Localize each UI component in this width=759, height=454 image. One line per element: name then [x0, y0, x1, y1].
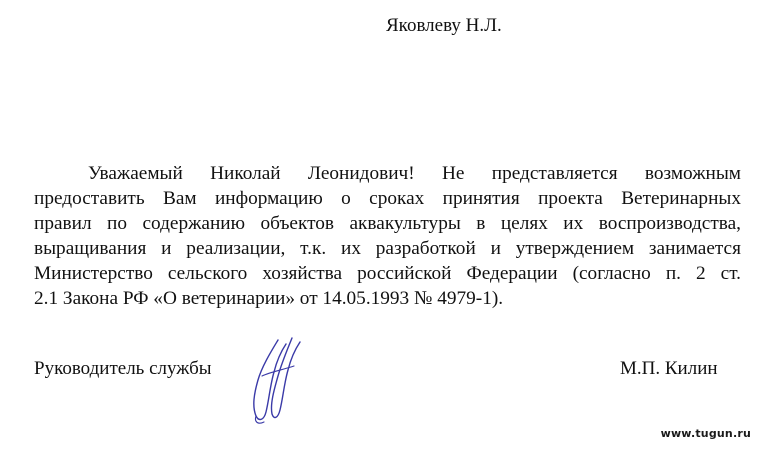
letter-body [34, 161, 741, 311]
watermark: www.tugun.ru [660, 427, 751, 440]
body-line: Уважаемый Николай Леонидович! Не представляется возможным [88, 163, 741, 184]
body-line: Министерство сельского хозяйства российской Федерации (согласно п. 2 ст. [34, 263, 741, 284]
signoff-role: Руководитель службы [34, 358, 212, 379]
body-line: предоставить Вам информацию о сроках принятия проекта Ветеринарных [34, 188, 741, 209]
body-line: 2.1 Закона РФ «О ветеринарии» от 14.05.1993 № 4979-1). [34, 288, 504, 309]
handwritten-signature [248, 336, 308, 426]
body-line: выращивания и реализации, т.к. их разработкой и утверждением занимается [34, 238, 741, 259]
body-line: правил по содержанию объектов аквакультуры в целях их воспроизводства, [34, 213, 741, 234]
signoff-name: М.П. Килин [620, 358, 718, 379]
addressee: Яковлеву Н.Л. [386, 15, 502, 36]
